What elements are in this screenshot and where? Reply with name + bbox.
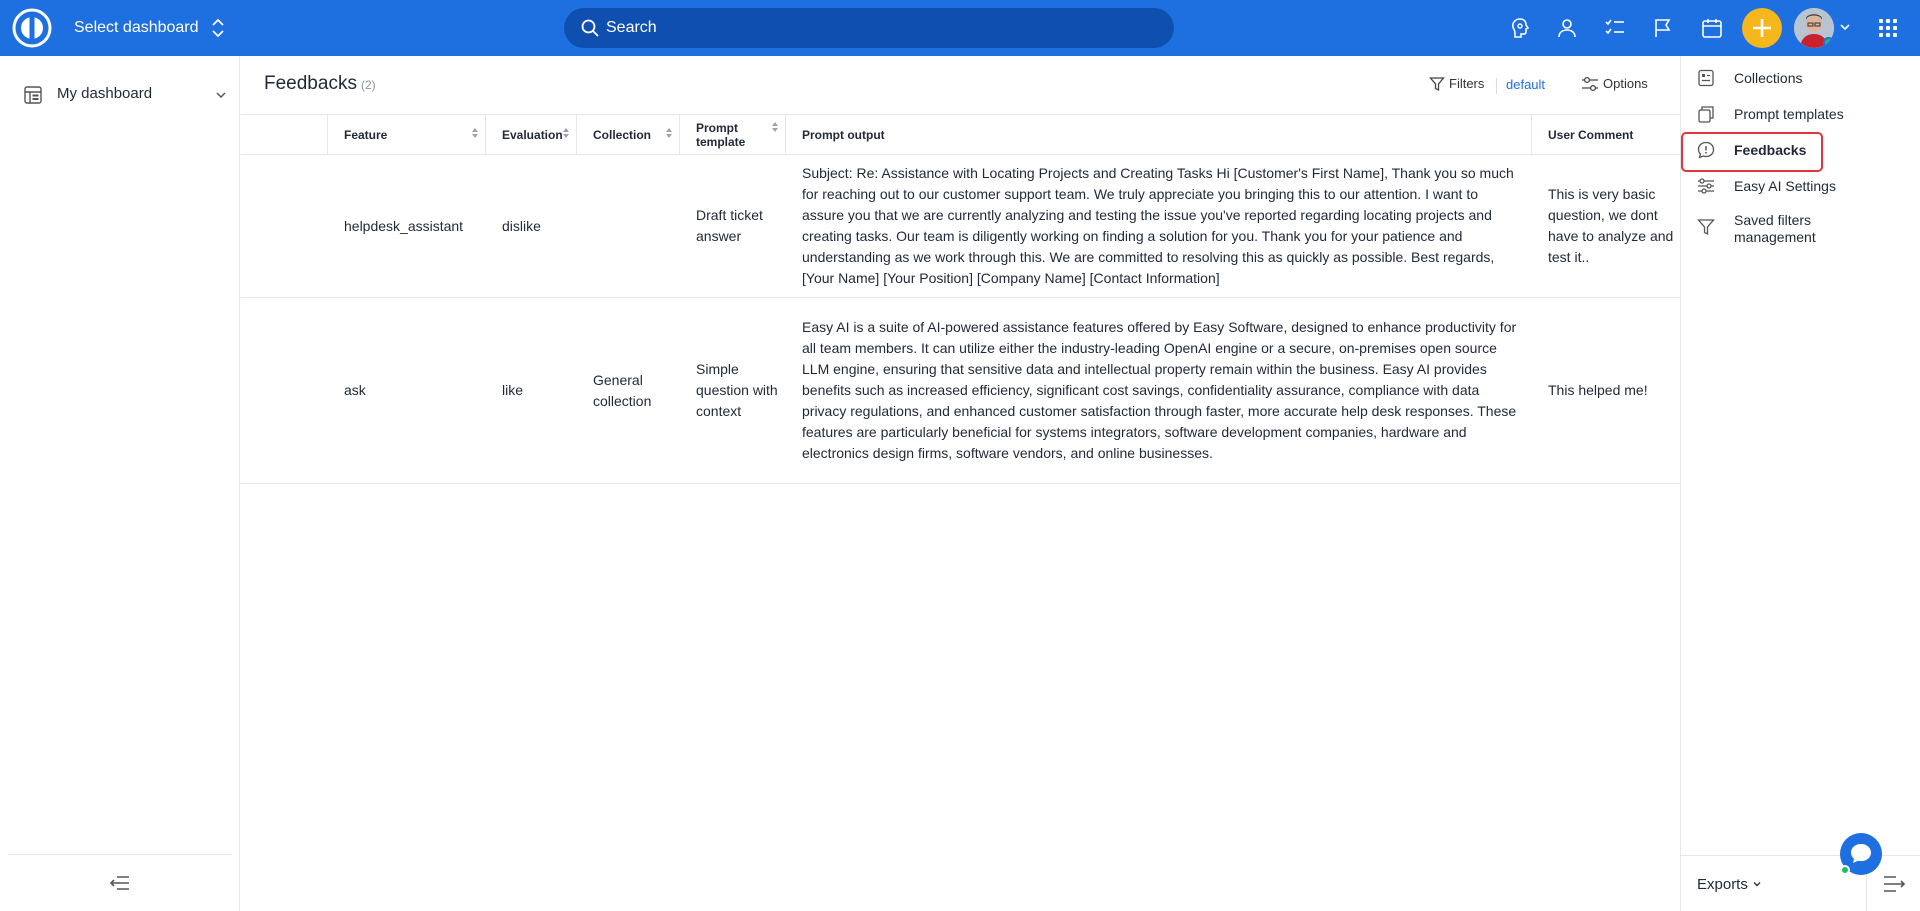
create-new-button[interactable]: [1742, 8, 1782, 48]
column-header-user-comment[interactable]: [1532, 115, 1680, 155]
chevron-down-icon[interactable]: [1838, 20, 1852, 34]
column-label: Collection: [593, 128, 652, 142]
cell-feature: helpdesk_assistant: [344, 217, 464, 234]
cell-collection: [577, 155, 680, 297]
column-header-collection[interactable]: [577, 115, 680, 155]
active-item-highlight: [1681, 132, 1823, 172]
cell-user-comment: This is very basic question, we dont have to analyze and test it..: [1548, 186, 1674, 265]
column-header-prompt-template[interactable]: [680, 115, 786, 155]
column-label: Evaluation: [502, 128, 563, 142]
sidebar-item-prompt-templates[interactable]: [1697, 101, 1907, 129]
left-sidebar: [0, 56, 240, 911]
column-label: User Comment: [1548, 128, 1634, 142]
chat-support-button[interactable]: [1840, 833, 1882, 875]
sidebar-item-saved-filters[interactable]: [1697, 214, 1907, 250]
column-label: Feature: [344, 128, 388, 142]
sort-icon[interactable]: [562, 127, 570, 139]
main-content: [241, 56, 1680, 911]
chevron-down-icon: [1752, 879, 1762, 889]
exports-label: Exports: [1697, 876, 1748, 893]
column-header-prompt-output[interactable]: [786, 115, 1532, 155]
table-header: [241, 114, 1680, 155]
sidebar-item-my-dashboard[interactable]: [24, 80, 228, 112]
filters-button[interactable]: [1429, 76, 1484, 98]
table-row[interactable]: [241, 155, 1680, 298]
right-sidebar: [1680, 56, 1920, 911]
options-label: Options: [1603, 76, 1648, 91]
cell-prompt-output: Easy AI is a suite of AI-powered assistance features offered by Easy Software, designed to enhance productivity for all team members. It can utilize either the industry-leading OpenAI engine or a secure, on-premises open source LLM engine, ensuring that sensitive data and intellectual property remain within the business. Easy AI provides benefits such as increased efficiency, significant cost savings, confidentiality assurance, compliance with data privacy regulations, and enhanced customer satisfaction through faster, more accurate help desk responses. These features are particularly beneficial for systems integrators, software development companies, hardware and electronics design firms, software vendors, and online businesses.: [802, 319, 1517, 461]
online-status-dot: [1840, 865, 1850, 875]
calendar-icon[interactable]: [1700, 16, 1724, 40]
cell-evaluation: dislike: [502, 217, 541, 234]
sidebar-footer-divider: [8, 854, 232, 855]
search-placeholder: Search: [606, 19, 657, 36]
sidebar-item-easy-ai-settings[interactable]: [1697, 173, 1907, 201]
table-row[interactable]: [241, 298, 1680, 484]
sort-icon[interactable]: [665, 127, 673, 139]
cell-feature: ask: [344, 382, 366, 398]
chevron-down-icon[interactable]: [214, 88, 228, 102]
apps-grid-icon[interactable]: [1876, 16, 1900, 40]
sort-icon[interactable]: [771, 121, 779, 133]
cell-prompt-template: Simple question with context: [696, 361, 778, 419]
app-logo-icon[interactable]: [12, 8, 52, 48]
options-button[interactable]: [1581, 76, 1648, 92]
flag-icon[interactable]: [1651, 16, 1675, 40]
prompt-templates-icon: [1697, 105, 1715, 123]
divider: [1496, 78, 1497, 94]
tasks-checklist-icon[interactable]: [1603, 16, 1627, 40]
user-avatar[interactable]: [1794, 8, 1834, 48]
collections-icon: [1697, 69, 1715, 87]
cell-prompt-output: Subject: Re: Assistance with Locating Projects and Creating Tasks Hi [Customer's First Name], Thank you so much for reaching out to our customer support team. We truly appreciate you bringing this to our attention. I want to assure you that we are currently analyzing and testing the issue you've reported regarding locating projects and creating tasks. Our team is diligently working on finding a solution for you. Thank you for your patience and understanding as we work through this. We are committed to resolving this as quickly as possible. Best regards, [Your Name] [Your Position] [Company Name] [Contact Information]: [802, 165, 1514, 286]
sidebar-item-label: Prompt templates: [1734, 106, 1844, 122]
sidebar-item-collections[interactable]: [1697, 65, 1907, 93]
column-header-feature[interactable]: [328, 115, 486, 155]
expand-panel-icon[interactable]: [1882, 874, 1906, 894]
sort-icon[interactable]: [471, 127, 479, 139]
filters-label: Filters: [1449, 76, 1485, 91]
column-header-evaluation[interactable]: [486, 115, 577, 155]
right-sidebar-footer: [1681, 855, 1920, 911]
column-header-select: [241, 115, 328, 155]
filter-icon: [1697, 218, 1715, 236]
page-title: [264, 73, 376, 95]
search-input[interactable]: [564, 8, 1174, 48]
chevron-updown-icon[interactable]: [208, 14, 228, 42]
cell-user-comment: This helped me!: [1548, 382, 1648, 398]
collapse-sidebar-icon[interactable]: [108, 871, 132, 895]
select-dashboard-button[interactable]: Select dashboard: [74, 19, 199, 36]
column-label: Prompt output: [802, 128, 885, 142]
cell-collection: General collection: [593, 371, 652, 409]
record-count: (2): [360, 78, 376, 92]
dashboard-icon: [24, 86, 42, 104]
plus-icon: [1742, 8, 1782, 48]
options-sliders-icon: [1581, 76, 1599, 92]
column-label: Prompt template: [696, 121, 746, 149]
search-icon: [580, 18, 600, 38]
sidebar-item-label: Saved filters management: [1734, 212, 1816, 245]
top-bar: [0, 0, 1920, 56]
cell-prompt-template: Draft ticket answer: [696, 207, 763, 244]
sidebar-item-label: Feedbacks: [1734, 142, 1807, 158]
filter-preset-link[interactable]: default: [1506, 77, 1546, 92]
user-icon[interactable]: [1555, 16, 1579, 40]
sidebar-item-label: My dashboard: [57, 85, 153, 102]
settings-sliders-icon: [1697, 177, 1715, 195]
ai-assistant-icon[interactable]: [1508, 16, 1532, 40]
page-title-text: Feedbacks: [264, 73, 357, 94]
cell-evaluation: like: [502, 382, 524, 398]
sidebar-item-label: Collections: [1734, 70, 1803, 86]
exports-button[interactable]: [1697, 876, 1762, 893]
sidebar-item-label: Easy AI Settings: [1734, 178, 1836, 194]
filter-icon: [1429, 76, 1445, 92]
online-status-dot: [1823, 37, 1834, 48]
